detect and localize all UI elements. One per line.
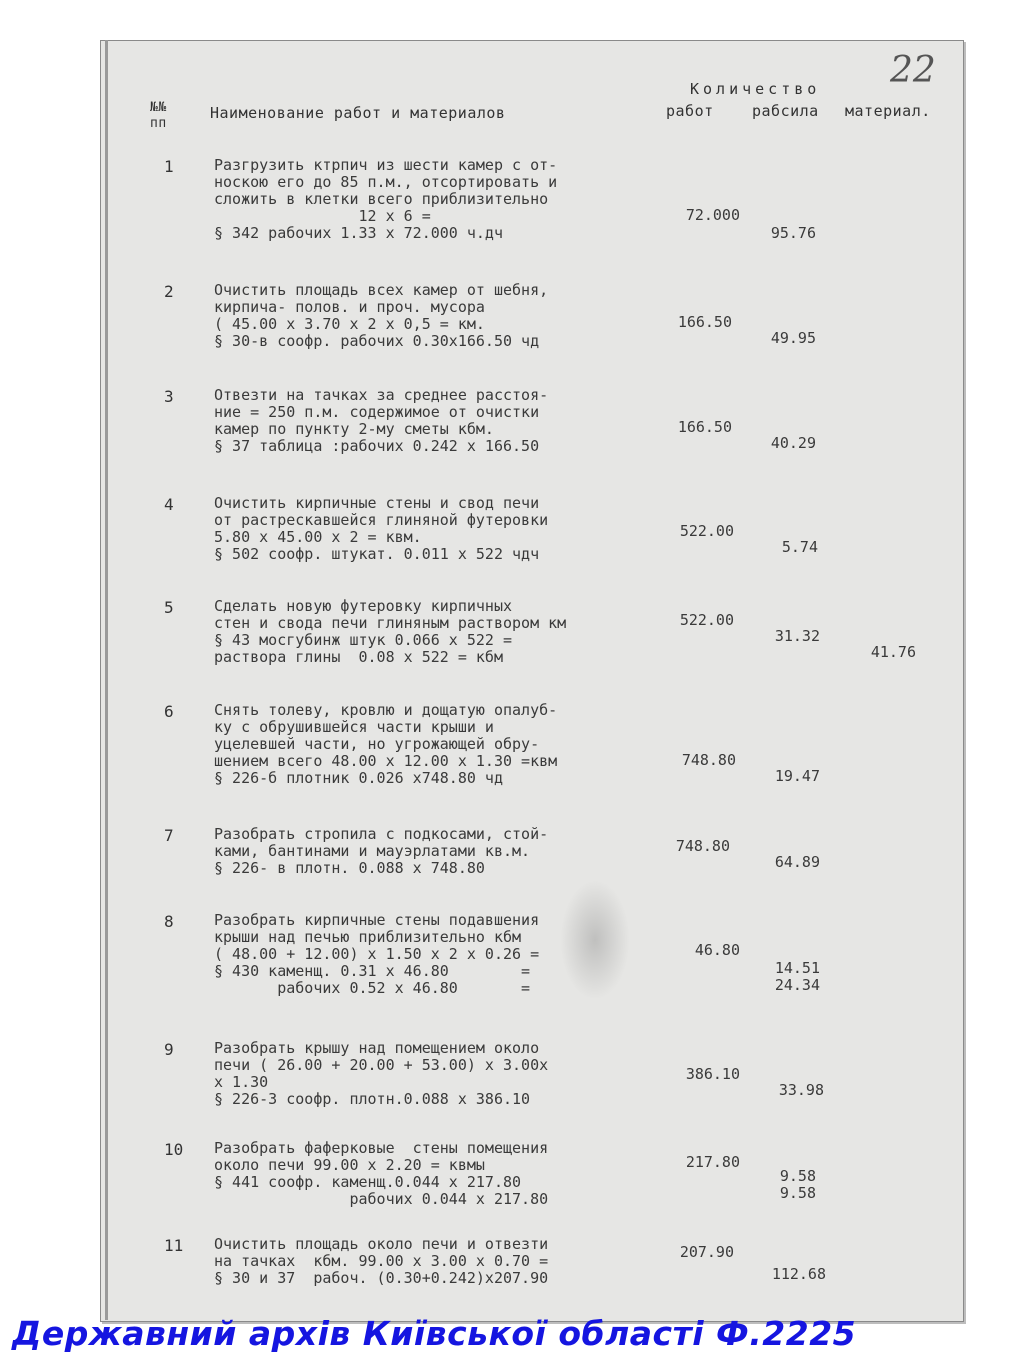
header-works: работ xyxy=(666,102,714,120)
item-works: 522.00 xyxy=(679,611,734,629)
header-labor: рабсила xyxy=(752,102,819,120)
item-number: 6 xyxy=(164,702,174,721)
item-works: 207.90 xyxy=(679,1243,734,1261)
item-labor: 112.68 xyxy=(771,1265,826,1283)
item-labor: 64.89 xyxy=(774,853,820,871)
item-labor: 9.58 9.58 xyxy=(779,1167,816,1202)
item-works: 748.80 xyxy=(675,837,730,855)
item-description: Отвезти на тачках за среднее расстоя- ние = 250 п.м. содержимое от очистки камер по пункту 2-му сметы кбм. § 37 таблица :рабочих 0.242 х 166.50 xyxy=(214,386,549,455)
item-description: Разобрать крышу над помещением около печи ( 26.00 + 20.00 + 53.00) х 3.00х х 1.30 § 226-3 соофр. плотн.0.088 х 386.10 xyxy=(214,1039,549,1108)
header-quantity: Количество xyxy=(690,80,821,98)
item-works: 46.80 xyxy=(694,941,740,959)
item-works: 166.50 xyxy=(677,313,732,331)
header-name-column: Наименование работ и материалов xyxy=(210,104,506,122)
item-description: Разобрать стропила с подкосами, стой- ками, бантинами и мауэрлатами кв.м. § 226- в плотн. 0.088 х 748.80 xyxy=(214,825,549,877)
item-description: Разобрать кирпичные стены подавшения крыши над печью приблизительно кбм ( 48.00 + 12.00) х 1.50 х 2 х 0.26 = § 430 каменщ. 0.31 х 46.80 = рабочих 0.52 х 46.80 = xyxy=(214,911,540,997)
binding-edge xyxy=(105,40,108,1320)
item-number: 2 xyxy=(164,282,174,301)
item-description: Очистить кирпичные стены и свод печи от растрескавшейся глиняной футеровки 5.80 х 45.00 х 2 = квм. § 502 соофр. штукат. 0.011 х 522 чдч xyxy=(214,494,549,563)
item-works: 748.80 xyxy=(681,751,736,769)
item-labor: 49.95 xyxy=(770,329,816,347)
item-number: 3 xyxy=(164,387,174,406)
item-labor: 14.51 24.34 xyxy=(774,959,820,994)
item-works: 522.00 xyxy=(679,522,734,540)
item-works: 386.10 xyxy=(685,1065,740,1083)
item-description: Очистить площадь всех камер от шебня, кирпича- полов. и проч. мусора ( 45.00 х 3.70 х 2 х 0,5 = км. § 30-в соофр. рабочих 0.30х166.50 чд xyxy=(214,281,549,350)
header-material: материал. xyxy=(845,102,931,120)
item-number: 11 xyxy=(164,1236,184,1255)
archive-watermark-caption: Державний архів Київської області Ф.2225 xyxy=(12,1314,857,1353)
item-number: 10 xyxy=(164,1140,184,1159)
item-number: 7 xyxy=(164,826,174,845)
item-labor: 33.98 xyxy=(778,1081,824,1099)
item-labor: 31.32 xyxy=(774,627,820,645)
item-labor: 19.47 xyxy=(774,767,820,785)
item-works: 217.80 xyxy=(685,1153,740,1171)
item-number: 1 xyxy=(164,157,174,176)
item-description: Снять толеву, кровлю и дощатую опалуб- ку с обрушившейся части крыши и уцелевшей части, но угрожающей обру- шением всего 48.00 х 12.00 х 1.30 =квм § 226-б плотник 0.026 х748.80 чд xyxy=(214,701,558,787)
item-number: 9 xyxy=(164,1040,174,1059)
item-works: 166.50 xyxy=(677,418,732,436)
item-number: 5 xyxy=(164,598,174,617)
item-description: Разобрать фаферковые стены помещения около печи 99.00 х 2.20 = квмы § 441 соофр. каменщ.0.044 х 217.80 рабочих 0.044 х 217.80 xyxy=(214,1139,549,1208)
item-labor: 40.29 xyxy=(770,434,816,452)
item-works: 72.000 xyxy=(685,206,740,224)
item-number: 8 xyxy=(164,912,174,931)
item-material: 41.76 xyxy=(870,643,916,661)
item-description: Очистить площадь около печи и отвезти на тачках кбм. 99.00 х 3.00 х 0.70 = § 30 и 37 рабоч. (0.30+0.242)х207.90 xyxy=(214,1235,549,1287)
item-description: Сделать новую футеровку кирпичных стен и свода печи глиняным раствором км § 43 мосгубинж штук 0.066 х 522 = раствора глины 0.08 х 522 = кбм xyxy=(214,597,567,666)
item-labor: 5.74 xyxy=(781,538,818,556)
item-labor: 95.76 xyxy=(770,224,816,242)
page-number: 22 xyxy=(890,50,936,91)
item-description: Разгрузить ктрпич из шести камер с от- носкою его до 85 п.м., отсортировать и сложить в клетки всего приблизительно 12 х 6 = § 342 рабочих 1.33 х 72.000 ч.дч xyxy=(214,156,558,242)
item-number: 4 xyxy=(164,495,174,514)
header-number-column: №№ пп xyxy=(150,100,167,131)
